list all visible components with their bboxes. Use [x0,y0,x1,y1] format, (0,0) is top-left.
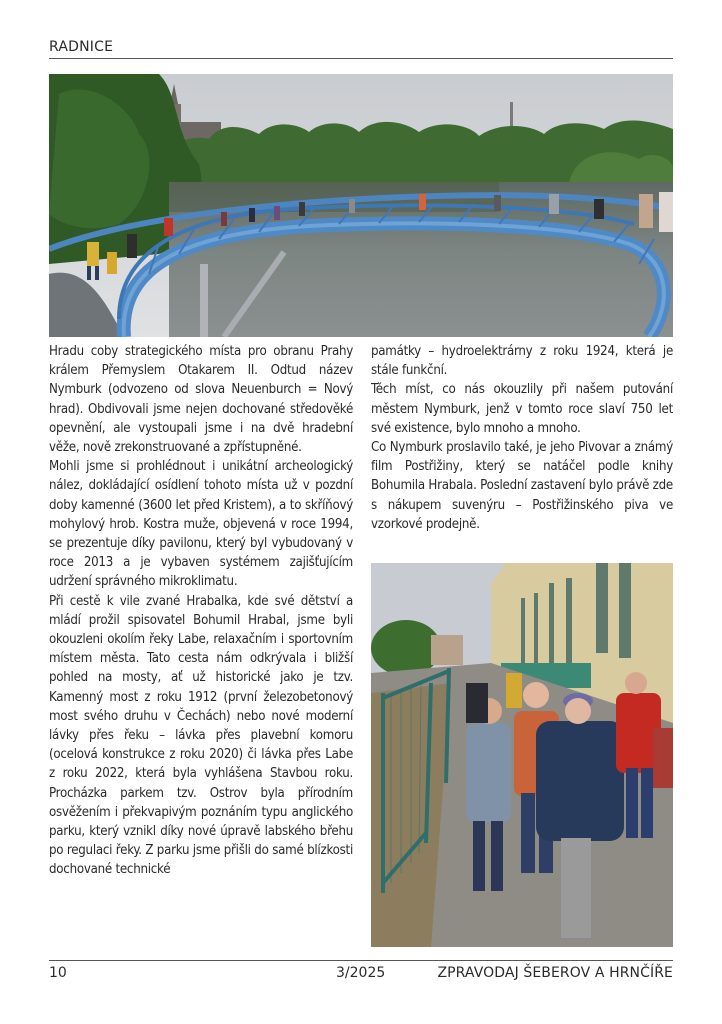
paragraph: Mohli jsme si prohlédnout i unikátní archeologický nález, dokládající osídlení tohoto místa už v pozdní doby kamenné (3600 let před Kristem), a to skříňový mohylový hrob. Kostra muže, objevená v roce 1994, se prezentuje díky pavilonu, který byl vybudovaný v roce 2013 a je vybaven systémem zajišťujícím udržení správného mikroklimatu. [49,459,353,590]
bridge-pillar [200,264,208,337]
walker-navy-jacket [536,721,624,841]
parked-car [653,728,673,788]
house [431,635,463,665]
paragraph: Hradu coby strategického místa pro obranu Prahy králem Přemyslem Otakarem II. Odtud název Nymburk (odvozeno od slova Neuenburch = Nový hrad). Obdivovali jsme nejen dochované středověké opevnění, ale vystoupali jsme i na dvě hradební věže, nově zrekonstruované a zpřístupněné. [49,344,353,456]
publication-title: ZPRAVODAJ ŠEBEROV A HRNČÍŘE [437,965,673,981]
tree [371,620,441,676]
section-title: RADNICE [49,39,114,55]
footer-divider [49,960,673,961]
paragraph: Těch míst, co nás okouzlily při našem putování městem Nymburk, jenž v tomto roce slaví 750 let své existence, bylo mnoho a mnoho. [371,382,673,436]
photo-footbridge [49,74,673,337]
photo-group-walk [371,563,673,947]
issue-number: 3/2025 [336,965,386,981]
group-walk-illustration [371,563,673,947]
paragraph: památky – hydroelektrárny z roku 1924, která je stále funkční. [371,344,673,379]
page-number: 10 [49,965,67,981]
paragraph: Při cestě k vile zvané Hrabalka, kde své dětství a mládí prožil spisovatel Bohumil Hrabal, jsme byli okouzleni okolím řeky Labe, relaxačním i sportovním místem města. Tato cesta nám odkrývala i bližší pohled na mosty, ať už historické jako je tzv. Kamenný most z roku 1912 (první železobetonový most svého druhu v Čechách) nebo nové moderní lávky přes řeku – lávka přes plavební komoru (ocelová konstrukce z roku 2020) či lávka přes Labe z roku 2022, která byla vyhlášena Stavbou roku. Procházka parkem tzv. Ostrov byla přírodním osvěžením i překvapivým poznáním typu anglického parku, který vznikl díky nové úpravě labského břehu po regulaci řeky. Z parku jsme přišli do samé blízkosti dochované technické [49,593,353,878]
article-column-left [49,342,353,880]
header-divider [49,58,673,59]
footbridge-illustration [49,74,673,337]
walker-grey-jacket [466,723,511,823]
paragraph: Co Nymburk proslavilo také, je jeho Pivovar a známý film Postřižiny, který se natáčel podle knihy Bohumila Hrabala. Poslední zastavení bylo právě zde s nákupem suvenýru – Postřižinského piva ve vzorkové prodejně. [371,440,673,532]
article-column-right [371,342,673,534]
